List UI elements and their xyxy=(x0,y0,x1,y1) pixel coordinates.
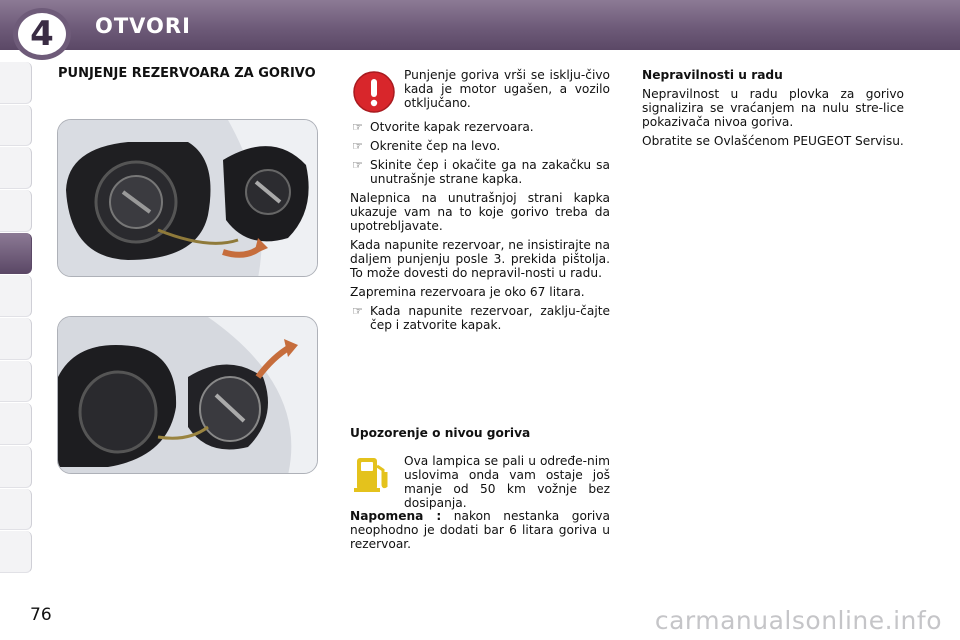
section-title: PUNJENJE REZERVOARA ZA GORIVO xyxy=(58,66,316,81)
hand-pointer-icon: ☞ xyxy=(352,139,363,153)
chapter-tab[interactable] xyxy=(0,147,32,189)
instructions-column xyxy=(350,120,610,337)
malfunction-title: Nepravilnosti u radu xyxy=(642,68,783,82)
fuel-warning-text-block xyxy=(404,454,610,515)
instruction-step: ☞ Skinite čep i okačite ga na zakačku sa unutrašnje strane kapka. xyxy=(352,158,610,186)
malfunction-text: Nepravilnost u radu plovka za gorivo signalizira se vraćanjem na nulu stre-lice pokazivača nivoa goriva. xyxy=(642,87,904,129)
fuel-flap-illustration xyxy=(58,120,318,277)
chapter-number: 4 xyxy=(30,14,54,54)
chapter-tab[interactable] xyxy=(0,446,32,488)
note-label: Napomena : xyxy=(350,509,442,523)
instruction-step: ☞ Kada napunite rezervoar, zaklju-čajte čep i zatvorite kapak. xyxy=(352,304,610,332)
chapter-tab[interactable] xyxy=(0,275,32,317)
chapter-tab[interactable] xyxy=(0,62,32,104)
hand-pointer-icon: ☞ xyxy=(352,304,363,318)
malfunction-column xyxy=(642,68,904,153)
fuel-warning-text: Ova lampica se pali u određe-nim uslovima onda vam ostaje još manje od 50 km vožnje bez dosipanja. xyxy=(404,454,610,510)
fuel-warning-title: Upozorenje o nivou goriva xyxy=(350,426,531,440)
no-insist-paragraph: Kada napunite rezervoar, ne insistirajte na daljem punjenju posle 3. prekida pištolja. To može dovesti do nepravil-nosti u radu. xyxy=(350,238,610,280)
page-number: 76 xyxy=(30,605,52,625)
fuel-cap-illustration xyxy=(58,317,318,474)
instruction-step: ☞ Okrenite čep na levo. xyxy=(352,139,501,153)
warning-text: Punjenje goriva vrši se isklju-čivo kada je motor ugašen, a vozilo otključano. xyxy=(404,68,610,110)
chapter-badge xyxy=(13,8,71,60)
chapter-tab-strip xyxy=(0,62,34,574)
service-text: Obratite se Ovlašćenom PEUGEOT Servisu. xyxy=(642,134,904,148)
hand-pointer-icon: ☞ xyxy=(352,120,363,134)
chapter-tab[interactable] xyxy=(0,403,32,445)
chapter-tab[interactable] xyxy=(0,489,32,531)
label-paragraph: Nalepnica na unutrašnjoj strani kapka ukazuje vam na to koje gorivo treba da upotrebljavate. xyxy=(350,191,610,233)
fuel-pump-icon xyxy=(352,452,392,496)
chapter-tab[interactable] xyxy=(0,361,32,403)
hand-pointer-icon: ☞ xyxy=(352,158,363,172)
chapter-title: OTVORI xyxy=(95,14,191,38)
fuel-cap-hanging-photo xyxy=(57,316,318,474)
instruction-step: ☞ Otvorite kapak rezervoara. xyxy=(352,120,534,134)
chapter-tab[interactable] xyxy=(0,531,32,573)
chapter-tab[interactable] xyxy=(0,105,32,147)
warning-text-block xyxy=(404,68,610,115)
capacity-paragraph: Zapremina rezervoara je oko 67 litara. xyxy=(350,285,585,299)
note-text: nakon nestanka goriva neophodno je dodati bar 6 litara goriva u rezervoar. xyxy=(350,509,610,551)
chapter-tab[interactable] xyxy=(0,318,32,360)
fuel-note xyxy=(350,509,610,551)
fuel-flap-open-photo xyxy=(57,119,318,277)
watermark-url: carmanualsonline.info xyxy=(654,606,942,635)
chapter-tab-active[interactable] xyxy=(0,233,32,275)
exclamation-warning-icon xyxy=(352,70,396,114)
chapter-tab[interactable] xyxy=(0,190,32,232)
fuel-note-block xyxy=(350,509,610,556)
